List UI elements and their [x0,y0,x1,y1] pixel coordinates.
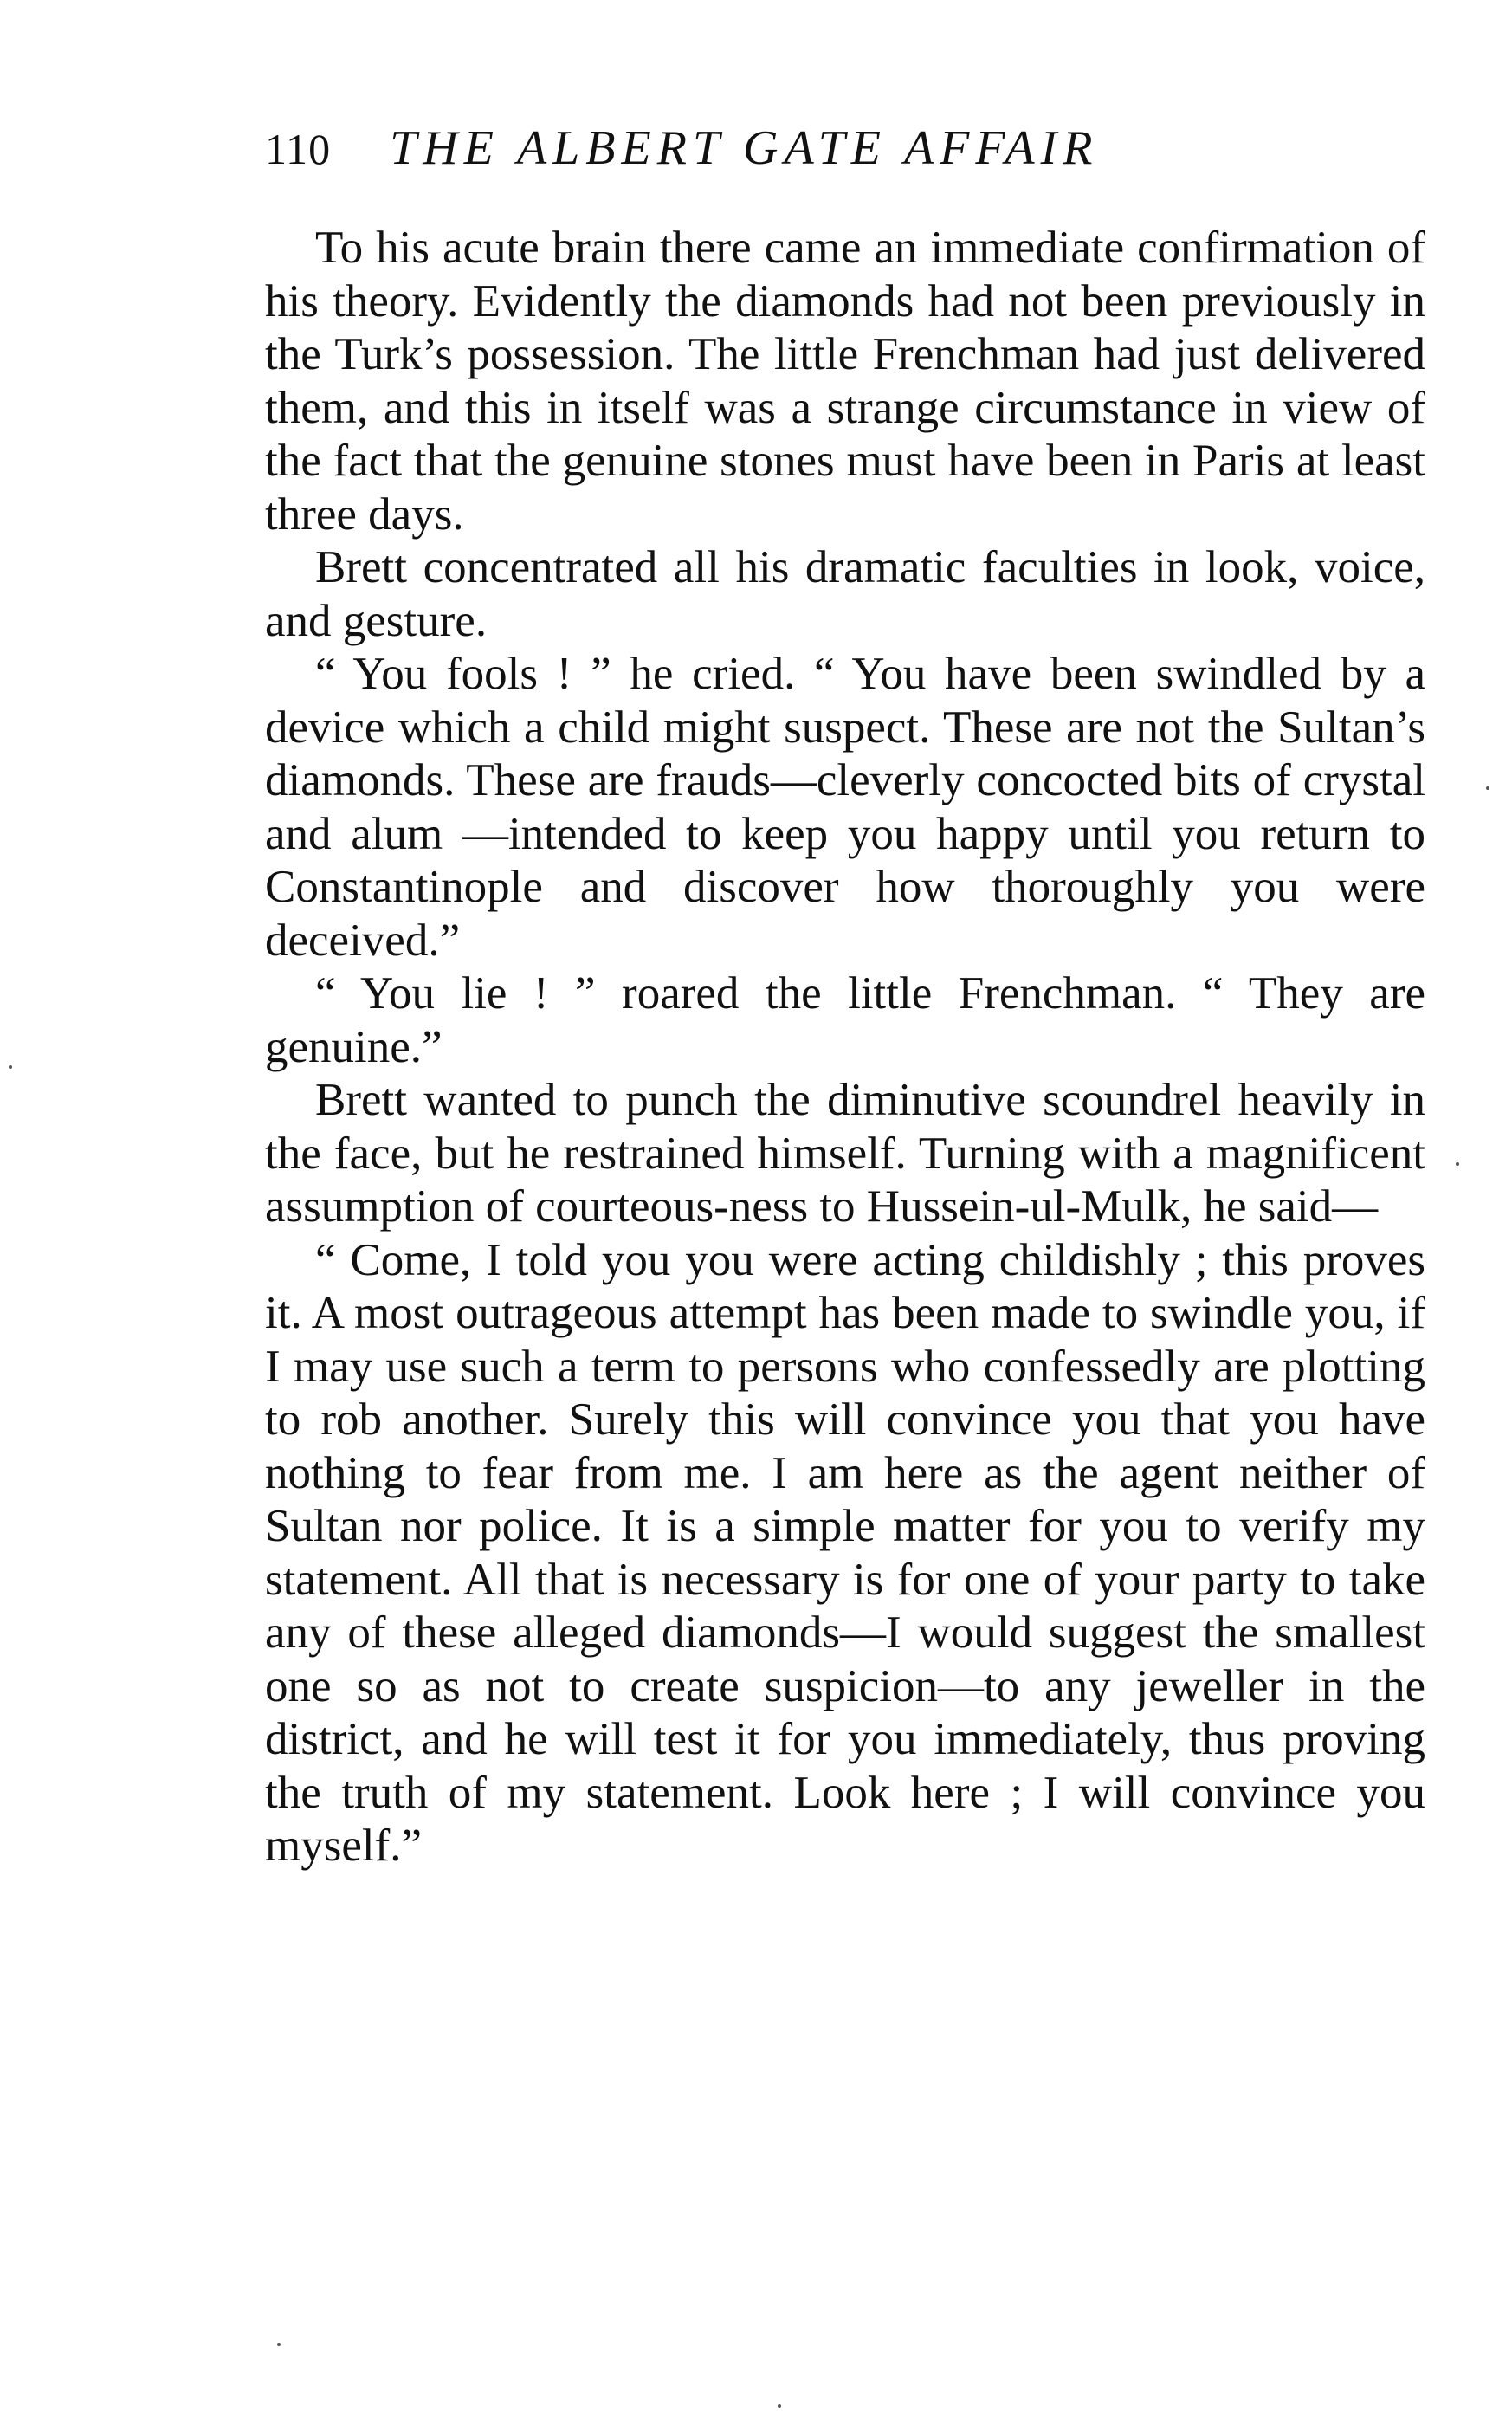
paragraph: Brett wanted to punch the diminutive scoundrel heavily in the face, but he restrained himself. Turning with a magnificent assumption of courteous-ness to Hussein-ul-Mulk, he said— [265,1075,1425,1232]
running-title: THE ALBERT GATE AFFAIR [390,121,1099,175]
page-number: 110 [265,125,332,173]
body-text [265,222,1425,1873]
scan-speck [1456,1162,1459,1166]
paragraph: “ You fools ! ” he cried. “ You have been swindled by a device which a child might suspect. These are not the Sultan’s diamonds. These are frauds—cleverly concocted bits of crystal and alum —intended to keep you happy until you return to Constantinople and discover how thoroughly you were deceived.” [265,649,1425,966]
scan-speck [1486,786,1489,790]
scan-speck [9,1065,12,1069]
running-header [265,118,1425,178]
scan-speck [277,2343,281,2346]
scan-speck [778,2404,781,2408]
paragraph: To his acute brain there came an immediate confirmation of his theory. Evidently the diamonds had not been previously in the Turk’s possession. The little Frenchman had just delivered them, and this in itself was a strange circumstance in view of the fact that the genuine stones must have been in Paris at least three days. [265,223,1425,540]
paragraph: “ Come, I told you you were acting childishly ; this proves it. A most outrageous attempt has been made to swindle you, if I may use such a term to persons who confessedly are plotting to rob another. Surely this will convince you that you have nothing to fear from me. I am here as the agent neither of Sultan nor police. It is a simple matter for you to verify my statement. All that is necessary is for one of your party to take any of these alleged diamonds—I would suggest the smallest one so as not to create suspicion—to any jeweller in the district, and he will test it for you immediately, thus proving the truth of my statement. Look here ; I will convince you myself.” [265,1234,1425,1871]
paragraph: “ You lie ! ” roared the little Frenchman. “ They are genuine.” [265,968,1425,1072]
paragraph: Brett concentrated all his dramatic faculties in look, voice, and gesture. [265,542,1425,646]
